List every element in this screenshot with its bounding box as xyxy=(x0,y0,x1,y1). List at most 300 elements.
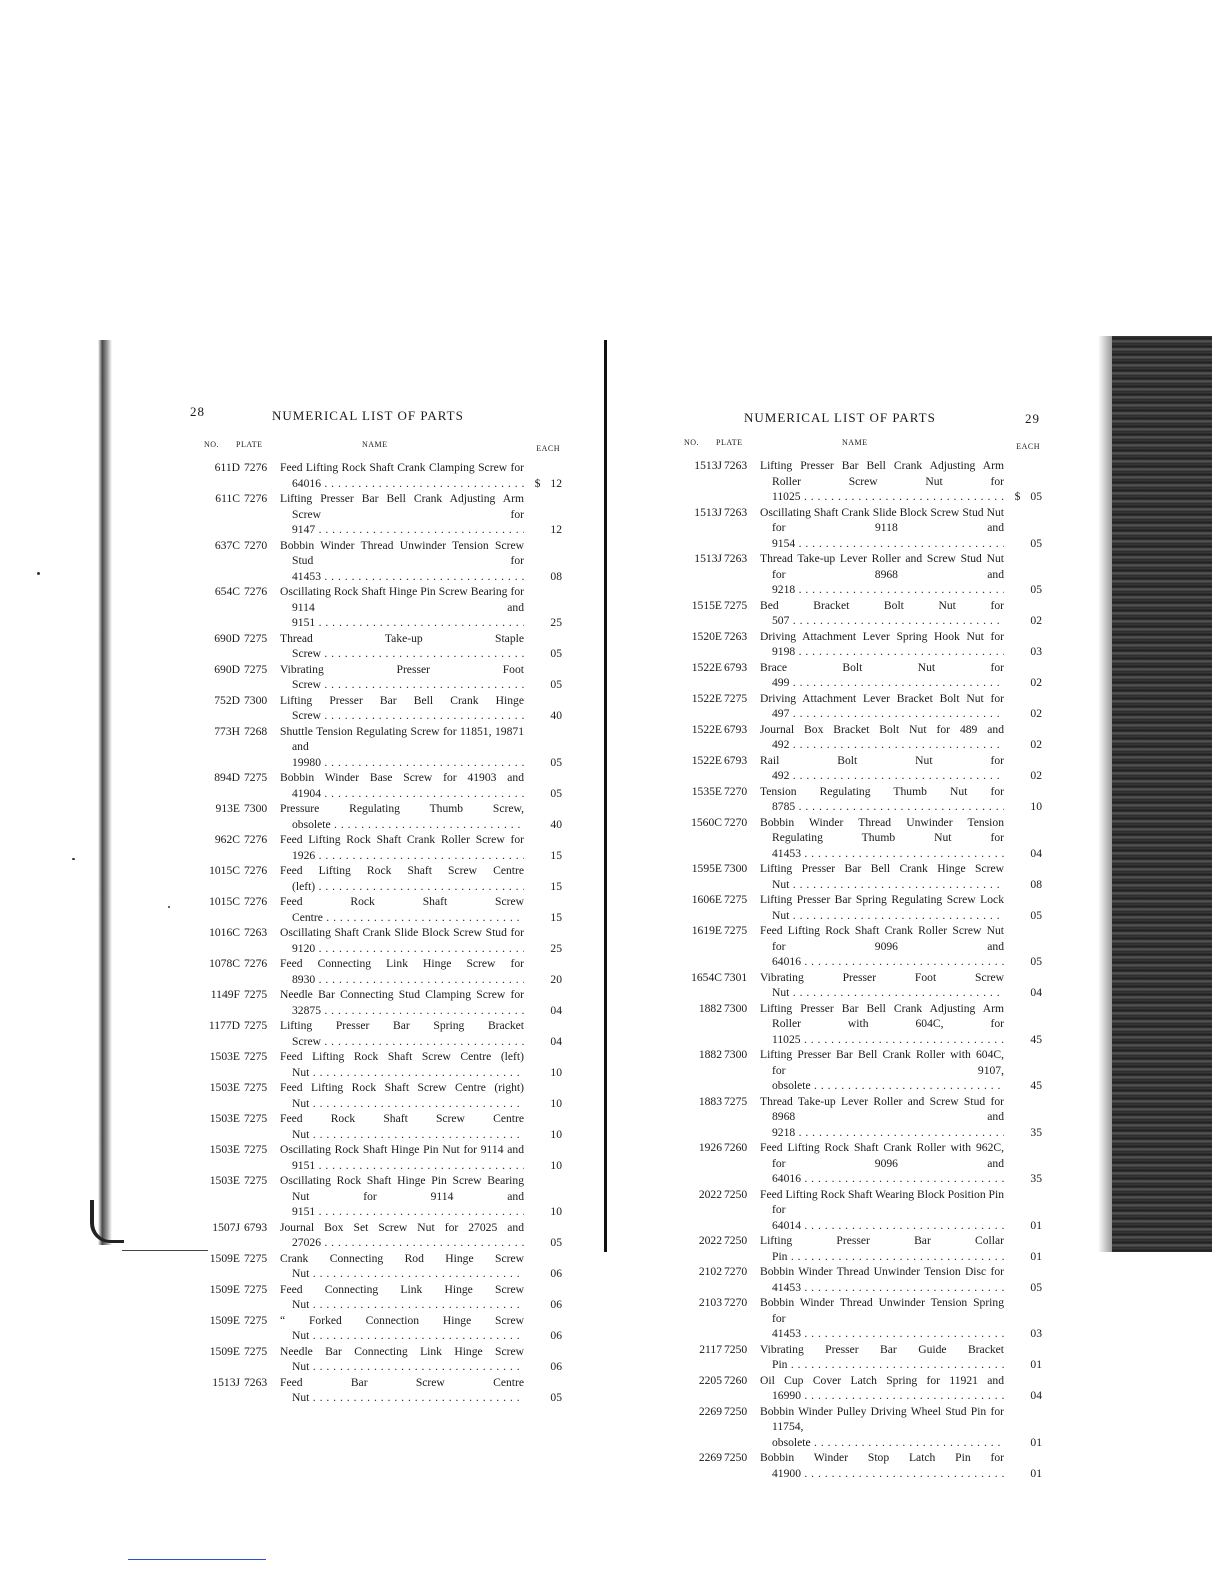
currency-symbol: $ xyxy=(534,476,541,490)
price-cell xyxy=(526,1158,562,1174)
part-name: Bobbin Winder Thread Unwinder Tension Regulating Thumb Nut for 41453 . . . xyxy=(760,815,1004,862)
plate-number: 7263 xyxy=(244,926,268,939)
table-row xyxy=(664,1001,1044,1048)
plate-number: 7275 xyxy=(244,1112,268,1125)
price-cell xyxy=(1006,954,1042,970)
price-each: 10 xyxy=(550,1096,562,1110)
price-each: 05 xyxy=(1030,583,1042,596)
table-row xyxy=(664,784,1044,815)
part-name: Feed Lifting Rock Shaft Screw Centre (left) Nut . . . xyxy=(280,1049,524,1080)
part-name: Feed Lifting Rock Shaft Wearing Block Position Pin for 64014 . . . xyxy=(760,1187,1004,1234)
part-name: Lifting Presser Bar Spring Bracket Screw . . . xyxy=(280,1018,524,1049)
scan-speck xyxy=(37,572,40,575)
price-each: 04 xyxy=(550,1034,562,1048)
scan-speck xyxy=(168,906,170,908)
part-number: 1606E xyxy=(691,893,722,906)
scan-page-edge-left xyxy=(98,340,112,1245)
plate-number: 7260 xyxy=(724,1373,748,1387)
column-headers xyxy=(664,438,1044,458)
part-name: Feed Lifting Rock Shaft Crank Roller Screw Nut for 9096 and 64016 . . . xyxy=(760,923,1004,970)
plate-number: 7250 xyxy=(724,1187,748,1201)
part-number: 1882 xyxy=(698,1001,722,1015)
part-number: 1503E xyxy=(209,1081,240,1094)
column-header-no: NO. xyxy=(204,440,220,449)
plate-number: 6793 xyxy=(724,660,748,674)
table-row xyxy=(184,925,564,956)
part-name: Lifting Presser Bar Bell Crank Adjusting Arm Roller Screw Nut for 11025 . . . xyxy=(760,458,1004,505)
table-row xyxy=(664,970,1044,1001)
price-each: 05 xyxy=(550,786,562,800)
price-each: 06 xyxy=(550,1298,562,1311)
part-number: 913E xyxy=(215,802,240,815)
part-name: Feed Lifting Rock Shaft Crank Clamping Screw for 64016 . . . xyxy=(280,460,524,491)
part-name: Lifting Presser Bar Bell Crank Adjusting Arm Screw for 9147 . . . xyxy=(280,491,524,538)
plate-number: 7270 xyxy=(724,1265,748,1278)
part-name: Pressure Regulating Thumb Screw, obsolete . . . xyxy=(280,801,524,832)
price-each: 05 xyxy=(1030,536,1042,550)
column-headers xyxy=(184,440,564,460)
price-each: 02 xyxy=(1030,676,1042,689)
price-cell xyxy=(1006,1280,1042,1296)
book-gutter xyxy=(604,340,607,1252)
price-cell xyxy=(526,910,562,926)
table-row xyxy=(184,1344,564,1375)
part-number: 1522E xyxy=(691,753,722,767)
price-each: 02 xyxy=(1030,769,1042,782)
table-row xyxy=(664,892,1044,923)
price-each: 40 xyxy=(550,709,562,722)
currency-symbol: $ xyxy=(1014,490,1021,503)
table-row xyxy=(184,1173,564,1220)
table-row xyxy=(664,1450,1044,1481)
price-each: 15 xyxy=(550,910,562,924)
page-number: 29 xyxy=(1025,411,1040,426)
table-row xyxy=(664,1047,1044,1094)
table-row xyxy=(664,722,1044,753)
price-each: 03 xyxy=(1030,1327,1042,1340)
plate-number: 7250 xyxy=(724,1342,748,1356)
part-name: Vibrating Presser Foot Screw Nut . . . xyxy=(760,970,1004,1001)
part-name: Bobbin Winder Base Screw for 41903 and 41904 . . . xyxy=(280,770,524,801)
price-each: 10 xyxy=(550,1158,562,1172)
plate-number: 6793 xyxy=(724,753,748,767)
part-number: 1503E xyxy=(209,1143,240,1156)
part-name: Oscillating Shaft Crank Slide Block Screw Stud for 9120 . . . xyxy=(280,925,524,956)
table-row xyxy=(664,1233,1044,1264)
page-header xyxy=(664,398,1044,424)
plate-number: 7275 xyxy=(244,1313,268,1327)
price-each: 01 xyxy=(1030,1249,1042,1263)
plate-number: 7300 xyxy=(724,862,748,875)
part-number: 1522E xyxy=(691,722,722,736)
table-row xyxy=(184,460,564,491)
column-header-no: NO. xyxy=(684,438,700,447)
plate-number: 7301 xyxy=(724,970,748,984)
price-each: 04 xyxy=(1030,846,1042,860)
part-name: Thread Take-up Lever Roller and Screw Stud Nut for 8968 and 9218 . . . xyxy=(760,551,1004,598)
part-name: Crank Connecting Rod Hinge Screw Nut . . . xyxy=(280,1251,524,1282)
price-cell xyxy=(1006,985,1042,1001)
price-each: 10 xyxy=(550,1205,562,1218)
table-row xyxy=(184,724,564,771)
scan-page-curl xyxy=(90,1200,124,1243)
price-cell xyxy=(526,569,562,585)
column-header-each: EACH xyxy=(1016,442,1040,451)
price-each: 01 xyxy=(1030,1218,1042,1232)
part-name: Oscillating Rock Shaft Hinge Pin Screw Bearing Nut for 9114 and 9151 . . . xyxy=(280,1173,524,1220)
table-row xyxy=(184,1251,564,1282)
plate-number: 7263 xyxy=(724,505,748,519)
part-number: 690D xyxy=(214,662,240,676)
part-name: Feed Connecting Link Hinge Screw for 8930 . . . xyxy=(280,956,524,987)
plate-number: 7263 xyxy=(244,1375,268,1389)
price-each: 10 xyxy=(550,1127,562,1141)
price-cell xyxy=(1006,582,1042,598)
table-row xyxy=(664,1264,1044,1295)
part-name: Lifting Presser Bar Bell Crank Roller with 604C, for 9107, obsolete . . . xyxy=(760,1047,1004,1094)
part-name: Brace Bolt Nut for 499 . . . xyxy=(760,660,1004,691)
price-cell xyxy=(526,1065,562,1081)
price-cell xyxy=(1006,799,1042,815)
price-cell xyxy=(1006,675,1042,691)
part-name: Bobbin Winder Thread Unwinder Tension Spring for 41453 . . . xyxy=(760,1295,1004,1342)
table-row xyxy=(184,1375,564,1406)
price-cell xyxy=(1006,1078,1042,1094)
column-header-each: EACH xyxy=(536,444,560,453)
table-row xyxy=(664,458,1044,505)
price-cell xyxy=(526,1127,562,1143)
price-each: 02 xyxy=(1030,707,1042,720)
part-number: 1509E xyxy=(209,1344,240,1358)
table-row xyxy=(184,801,564,832)
table-row xyxy=(184,832,564,863)
part-number: 1595E xyxy=(691,862,722,875)
price-each: 02 xyxy=(1030,738,1042,751)
plate-number: 7275 xyxy=(724,893,748,906)
price-each: 01 xyxy=(1030,1466,1042,1480)
price-cell xyxy=(526,1390,562,1406)
table-row xyxy=(664,815,1044,862)
part-name: Bobbin Winder Pulley Driving Wheel Stud Pin for 11754, obsolete . . . xyxy=(760,1404,1004,1451)
part-name: Oil Cup Cover Latch Spring for 11921 and 16990 . . . xyxy=(760,1373,1004,1404)
part-name: Feed Lifting Rock Shaft Crank Roller Screw for 1926 . . . xyxy=(280,832,524,863)
part-number: 1177D xyxy=(208,1019,240,1032)
table-row xyxy=(664,1342,1044,1373)
page-title: NUMERICAL LIST OF PARTS xyxy=(744,410,936,425)
price-cell xyxy=(1006,1125,1042,1141)
part-name: Lifting Presser Bar Bell Crank Hinge Screw . . . xyxy=(280,693,524,724)
plate-number: 7300 xyxy=(244,693,268,707)
plate-number: 7275 xyxy=(724,1094,748,1108)
price-each: 12 xyxy=(550,476,562,490)
page-title: NUMERICAL LIST OF PARTS xyxy=(272,408,464,423)
price-each: 12 xyxy=(550,523,562,536)
plate-number: 7276 xyxy=(244,492,268,505)
plate-number: 7275 xyxy=(244,771,268,784)
part-name: Tension Regulating Thumb Nut for 8785 . . . xyxy=(760,784,1004,815)
plate-number: 7276 xyxy=(244,864,268,877)
part-number: 1926 xyxy=(698,1141,722,1154)
part-number: 962C xyxy=(214,833,240,846)
table-row xyxy=(664,1187,1044,1234)
price-cell xyxy=(526,972,562,988)
part-number: 1515E xyxy=(691,598,722,612)
part-name: Feed Lifting Rock Shaft Screw Centre (right) Nut . . . xyxy=(280,1080,524,1111)
price-each: 08 xyxy=(550,569,562,583)
price-cell xyxy=(526,646,562,662)
part-name: Bobbin Winder Stop Latch Pin for 41900 . . . xyxy=(760,1450,1004,1481)
price-cell xyxy=(1006,768,1042,784)
part-number: 1535E xyxy=(691,784,722,798)
part-number: 1883 xyxy=(698,1094,722,1108)
part-number: 752D xyxy=(214,693,240,707)
table-row xyxy=(184,1049,564,1080)
plate-number: 7275 xyxy=(244,1143,268,1156)
price-cell xyxy=(526,522,562,538)
plate-number: 7275 xyxy=(244,1174,268,1187)
part-number: 2269 xyxy=(698,1451,722,1464)
table-row xyxy=(184,1111,564,1142)
plate-number: 7270 xyxy=(724,815,748,829)
part-number: 894D xyxy=(214,771,240,784)
part-number: 1149F xyxy=(210,988,240,1001)
blue-underline xyxy=(128,1559,266,1560)
plate-number: 7276 xyxy=(244,585,268,598)
price-cell xyxy=(1006,908,1042,924)
price-cell xyxy=(1006,536,1042,552)
part-name: Feed Lifting Rock Shaft Screw Centre (left) . . . xyxy=(280,863,524,894)
price-each: 40 xyxy=(550,817,562,831)
price-cell xyxy=(1006,613,1042,629)
part-number: 1513J xyxy=(212,1375,240,1389)
table-row xyxy=(664,691,1044,722)
price-cell xyxy=(526,1204,562,1220)
plate-number: 7300 xyxy=(244,802,268,815)
part-number: 1503E xyxy=(209,1112,240,1125)
part-number: 2022 xyxy=(698,1187,722,1201)
price-each: 04 xyxy=(1030,1389,1042,1402)
price-cell xyxy=(1006,1388,1042,1404)
part-number: 1882 xyxy=(698,1048,722,1061)
plate-number: 7250 xyxy=(724,1234,748,1247)
scan-speck xyxy=(72,858,75,860)
price-cell xyxy=(1006,1249,1042,1265)
part-name: Feed Rock Shaft Screw Centre Nut . . . xyxy=(280,1111,524,1142)
price-cell xyxy=(526,755,562,771)
price-cell xyxy=(526,1003,562,1019)
price-each: 02 xyxy=(1030,614,1042,627)
plate-number: 7275 xyxy=(244,662,268,676)
price-each: 05 xyxy=(550,1391,562,1404)
price-each: 05 xyxy=(1030,908,1042,922)
part-number: 773H xyxy=(214,724,240,738)
price-each: 08 xyxy=(1030,877,1042,891)
part-name: Bed Bracket Bolt Nut for 507 . . . xyxy=(760,598,1004,629)
part-name: Lifting Presser Bar Spring Regulating Screw Lock Nut . . . xyxy=(760,892,1004,923)
plate-number: 7250 xyxy=(724,1404,748,1418)
price-cell xyxy=(526,1096,562,1112)
part-number: 2022 xyxy=(698,1234,722,1247)
plate-number: 7270 xyxy=(724,784,748,798)
price-each: 05 xyxy=(1030,955,1042,968)
part-name: Bobbin Winder Thread Unwinder Tension Disc for 41453 . . . xyxy=(760,1264,1004,1295)
part-name: Journal Box Set Screw Nut for 27025 and 27026 . . . xyxy=(280,1220,524,1251)
price-each: 05 xyxy=(1030,490,1042,503)
price-cell xyxy=(1006,1435,1042,1451)
plate-number: 7275 xyxy=(244,1050,268,1063)
price-cell xyxy=(526,817,562,833)
price-cell xyxy=(1006,877,1042,893)
price-each: 01 xyxy=(1030,1435,1042,1449)
price-cell xyxy=(526,476,562,492)
part-name: “ Forked Connection Hinge Screw Nut . . . xyxy=(280,1313,524,1344)
left-page xyxy=(184,398,564,1406)
price-cell xyxy=(526,1235,562,1251)
plate-number: 7275 xyxy=(244,1081,268,1094)
table-row xyxy=(184,894,564,925)
price-each: 15 xyxy=(550,848,562,862)
plate-number: 7263 xyxy=(724,629,748,643)
table-row xyxy=(664,1404,1044,1451)
price-cell xyxy=(526,615,562,631)
part-number: 2117 xyxy=(699,1342,722,1356)
part-name: Oscillating Rock Shaft Hinge Pin Nut for 9114 and 9151 . . . xyxy=(280,1142,524,1173)
part-name: Oscillating Rock Shaft Hinge Pin Screw Bearing for 9114 and 9151 . . . xyxy=(280,584,524,631)
plate-number: 7270 xyxy=(724,1296,748,1309)
part-name: Vibrating Presser Bar Guide Bracket Pin . . . xyxy=(760,1342,1004,1373)
price-each: 35 xyxy=(1030,1125,1042,1139)
part-name: Oscillating Shaft Crank Slide Block Screw Stud Nut for 9118 and 9154 . . . xyxy=(760,505,1004,552)
plate-number: 7275 xyxy=(724,691,748,705)
part-name: Lifting Presser Bar Bell Crank Adjusting Arm Roller with 604C, for 11025 . . . xyxy=(760,1001,1004,1048)
plate-number: 7276 xyxy=(244,957,268,970)
price-each: 10 xyxy=(1030,800,1042,813)
price-cell xyxy=(526,677,562,693)
part-number: 611D xyxy=(214,461,240,474)
price-each: 01 xyxy=(1030,1358,1042,1371)
table-row xyxy=(184,693,564,724)
plate-number: 7275 xyxy=(244,1019,268,1032)
part-number: 1522E xyxy=(691,691,722,705)
plate-number: 7276 xyxy=(244,895,268,908)
plate-number: 6793 xyxy=(724,722,748,736)
part-number: 1509E xyxy=(209,1251,240,1265)
price-each: 05 xyxy=(550,755,562,769)
price-cell xyxy=(1006,1466,1042,1482)
price-cell xyxy=(526,1359,562,1375)
part-number: 1015C xyxy=(209,864,240,877)
price-each: 04 xyxy=(550,1003,562,1017)
price-each: 15 xyxy=(550,879,562,893)
price-each: 25 xyxy=(550,941,562,955)
table-row xyxy=(184,987,564,1018)
part-name: Bobbin Winder Thread Unwinder Tension Screw Stud for 41453 . . . xyxy=(280,538,524,585)
parts-list xyxy=(184,460,564,1406)
part-number: 1509E xyxy=(209,1313,240,1327)
table-row xyxy=(184,1018,564,1049)
part-name: Thread Take-up Staple Screw . . . xyxy=(280,631,524,662)
part-name: Feed Lifting Rock Shaft Crank Roller with 962C, for 9096 and 64016 . . . xyxy=(760,1140,1004,1187)
part-number: 1016C xyxy=(209,926,240,939)
plate-number: 7275 xyxy=(244,1251,268,1265)
table-row xyxy=(184,538,564,585)
part-number: 1507J xyxy=(212,1220,240,1234)
part-number: 1078C xyxy=(209,957,240,970)
table-row xyxy=(184,1313,564,1344)
plate-number: 7276 xyxy=(244,833,268,846)
table-row xyxy=(184,1080,564,1111)
part-number: 1522E xyxy=(691,660,722,674)
part-number: 637C xyxy=(214,538,240,552)
table-row xyxy=(184,863,564,894)
price-each: 06 xyxy=(550,1360,562,1373)
plate-number: 6793 xyxy=(244,1220,268,1234)
table-row xyxy=(664,1373,1044,1404)
part-name: Vibrating Presser Foot Screw . . . xyxy=(280,662,524,693)
right-page xyxy=(664,398,1044,1481)
price-each: 05 xyxy=(1030,1280,1042,1294)
price-cell xyxy=(526,786,562,802)
price-cell xyxy=(1006,1218,1042,1234)
part-name: Needle Bar Connecting Stud Clamping Screw for 32875 . . . xyxy=(280,987,524,1018)
part-name: Feed Connecting Link Hinge Screw Nut . . . xyxy=(280,1282,524,1313)
table-row xyxy=(664,1140,1044,1187)
price-cell xyxy=(526,1297,562,1313)
part-number: 654C xyxy=(214,585,240,598)
price-cell xyxy=(1006,1171,1042,1187)
column-header-plate: PLATE xyxy=(716,438,743,447)
table-row xyxy=(184,662,564,693)
part-name: Lifting Presser Bar Bell Crank Hinge Screw Nut . . . xyxy=(760,861,1004,892)
plate-number: 7270 xyxy=(244,538,268,552)
plate-number: 7263 xyxy=(724,552,748,565)
part-number: 690D xyxy=(214,631,240,645)
price-each: 25 xyxy=(550,616,562,629)
table-row xyxy=(664,1295,1044,1342)
plate-number: 7250 xyxy=(724,1451,748,1464)
page-number: 28 xyxy=(190,404,205,419)
price-cell xyxy=(526,1328,562,1344)
part-name: Thread Take-up Lever Roller and Screw Stud for 8968 and 9218 . . . xyxy=(760,1094,1004,1141)
price-each: 45 xyxy=(1030,1079,1042,1092)
plate-number: 7263 xyxy=(724,459,748,472)
part-name: Journal Box Bracket Bolt Nut for 489 and 492 . . . xyxy=(760,722,1004,753)
plate-number: 7275 xyxy=(724,598,748,612)
table-row xyxy=(184,631,564,662)
part-number: 1509E xyxy=(209,1282,240,1296)
price-cell xyxy=(526,708,562,724)
price-each: 06 xyxy=(550,1267,562,1280)
table-row xyxy=(664,505,1044,552)
price-each: 35 xyxy=(1030,1172,1042,1185)
part-number: 1015C xyxy=(209,895,240,908)
table-row xyxy=(664,629,1044,660)
price-each: 10 xyxy=(550,1065,562,1079)
table-row xyxy=(664,1094,1044,1141)
part-name: Driving Attachment Lever Bracket Bolt Nut for 497 . . . xyxy=(760,691,1004,722)
table-row xyxy=(184,491,564,538)
plate-number: 7300 xyxy=(724,1001,748,1015)
table-row xyxy=(664,660,1044,691)
plate-number: 7275 xyxy=(244,1282,268,1296)
part-number: 1619E xyxy=(691,924,722,937)
table-row xyxy=(184,770,564,801)
price-cell xyxy=(1006,644,1042,660)
table-row xyxy=(664,598,1044,629)
part-name: Feed Rock Shaft Screw Centre . . . xyxy=(280,894,524,925)
price-each: 20 xyxy=(550,972,562,986)
price-each: 03 xyxy=(1030,645,1042,658)
